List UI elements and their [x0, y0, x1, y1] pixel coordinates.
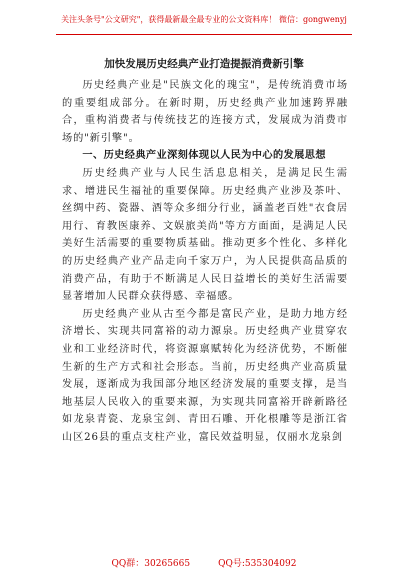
body-paragraph: 历史经典产业从古至今都是富民产业，是助力地方经济增长、实现共同富裕的动力源泉。历史经典产业贯穿农业和工业经济时代，将资源禀赋转化为经济优势，不断催生新的生产方式和社会形态。当前，历史经典产业高质量发展，逐渐成为我国部分地区经济发展的重要支撑，是当地基层人民收入的重要来源，为实现共同富裕开辟新路径如龙泉青瓷、龙泉宝剑、青田石雕、开化根雕等是浙江省山区26县的重点支柱产业，富民效益明显，仅丽水龙泉剑 [62, 308, 348, 443]
document-body [62, 77, 348, 446]
footer-qq-group: QQ群：30265665 [111, 559, 191, 569]
intro-paragraph: 历史经典产业是"民族文化的瑰宝"，是传统消费市场的重要组成部分。在新时期，历史经典产业加速跨界融合，重构消费者与传统技艺的连接方式，发展成为消费市场的"新引擎"。 [62, 80, 348, 144]
section-heading-1: 一、历史经典产业深刻体现以人民为中心的发展思想 [82, 149, 326, 162]
document-title: 加快发展历史经典产业打造提振消费新引擎 [104, 58, 304, 70]
header-divider [56, 34, 352, 35]
footer-qq-number: QQ号:535304092 [218, 559, 297, 569]
body-paragraph: 历史经典产业与人民生活息息相关，是满足民生需求、增进民生福祉的重要保障。历史经典产业涉及茶叶、丝绸中药、瓷器、酒等众多细分行业，涵盖老百姓"衣食居用行、育教医康养、文娱旅美尚"等方方面面，是满足人民美好生活需要的重要物质基础。推动更多个性化、多样化的历史经典产业产品走向千家万户，为人民提供高品质的消费产品，有助于不断满足人民日益增长的美好生活需要显著增加人民群众获得感、幸福感。 [62, 167, 348, 303]
page-footer [40, 558, 368, 570]
page-header-banner: 关注头条号"公文研究"，获得最新最全最专业的公文资料库！ 微信：gongwenyj [61, 15, 347, 24]
